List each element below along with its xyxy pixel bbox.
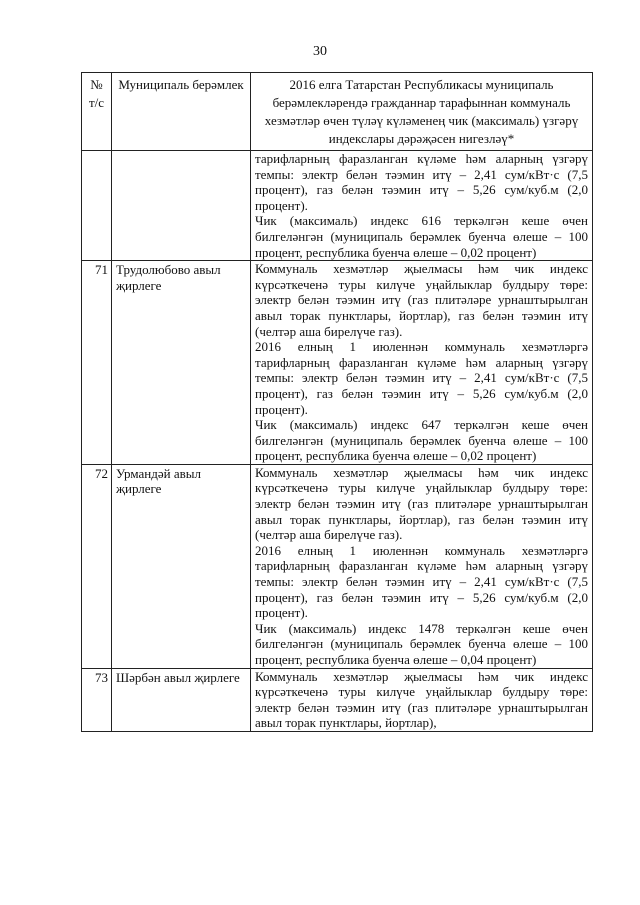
- table-row: [82, 464, 593, 668]
- row-description: [251, 668, 593, 731]
- row-number: 72: [82, 464, 112, 668]
- description-paragraph: 2016 елның 1 июленнән коммуналь хезмәтләргә тарифларның фаразланган күләме һәм аларның үзгәрү темпы: электр белән тәэмин итү – 2,41 сум/кВт·с (7,5 процент), газ белән тәэмин итү – 5,26 сум/куб.м (2,0 процент).: [255, 542, 588, 621]
- row-description: [251, 464, 593, 668]
- description-paragraph: Коммуналь хезмәтләр җыелмасы һәм чик индекс күрсәткеченә туры килүче уңайлыклар булдыру төре: электр белән тәэмин итү (газ плитәләре урнаштырылган авыл торак пунктлары, йортлар), газ белән тәэмин итү (челтәр аша бирелүче газ).: [255, 464, 588, 543]
- row-municipality: Урмандәй авыл җирлеге: [112, 464, 251, 668]
- description-paragraph: Коммуналь хезмәтләр җыелмасы һәм чик индекс күрсәткеченә туры килүче уңайлыклар булдыру төре: электр белән тәэмин итү (газ плитәләре урнаштырылган авыл торак пунктлары, йортлар), газ белән тәэмин итү (челтәр аша бирелүче газ).: [255, 261, 588, 339]
- header-municipality: Муниципаль берәмлек: [112, 73, 251, 151]
- row-number: [82, 151, 112, 261]
- header-description: 2016 елга Татарстан Республикасы муниципаль берәмлекләрендә гражданнар тарафыннан коммуналь хезмәтләр өчен түләү күләменең чик (максималь) үзгәрү индекслары дәрәҗәсен нигезләү*: [251, 73, 593, 151]
- row-municipality: Шәрбән авыл җирлеге: [112, 668, 251, 731]
- table-header-row: [82, 73, 593, 151]
- row-municipality: Трудолюбово авыл җирлеге: [112, 261, 251, 465]
- description-paragraph: Чик (максималь) индекс 647 теркәлгән кеше өчен билгеләнгән (муниципаль берәмлек буенча өлеше – 100 процент, республика буенча өлеше – 0,02 процент): [255, 417, 588, 464]
- municipal-index-table: [81, 72, 593, 732]
- row-number: 73: [82, 668, 112, 731]
- page-number: 30: [313, 44, 327, 59]
- row-municipality: [112, 151, 251, 261]
- table-row: [82, 261, 593, 465]
- description-paragraph: Чик (максималь) индекс 1478 теркәлгән кеше өчен билгеләнгән (муниципаль берәмлек буенча өлеше – 100 процент, республика буенча өлеше – 0,04 процент): [255, 620, 588, 667]
- description-paragraph: 2016 елның 1 июленнән коммуналь хезмәтләргә тарифларның фаразланган күләме һәм аларның үзгәрү темпы: электр белән тәэмин итү – 2,41 сум/кВт·с (7,5 процент), газ белән тәэмин итү – 5,26 сум/куб.м (2,0 процент).: [255, 339, 588, 417]
- row-number: 71: [82, 261, 112, 465]
- table-row: [82, 151, 593, 261]
- description-paragraph: тарифларның фаразланган күләме һәм аларның үзгәрү темпы: электр белән тәэмин итү – 2,41 сум/кВт·с (7,5 процент), газ белән тәэмин итү – 5,26 сум/куб.м (2,0 процент).: [255, 151, 588, 213]
- description-paragraph: Коммуналь хезмәтләр җыелмасы һәм чик индекс күрсәткеченә туры килүче уңайлыклар булдыру төре: электр белән тәэмин итү (газ плитәләре урнаштырылган авыл торак пунктлары, йортлар),: [255, 668, 588, 731]
- description-paragraph: Чик (максималь) индекс 616 теркәлгән кеше өчен билгеләнгән (муниципаль берәмлек буенча өлеше – 100 процент, республика буенча өлеше – 0,02 процент): [255, 213, 588, 260]
- row-description: [251, 261, 593, 465]
- row-description: [251, 151, 593, 261]
- table-row: [82, 668, 593, 731]
- header-number: № т/с: [82, 73, 112, 151]
